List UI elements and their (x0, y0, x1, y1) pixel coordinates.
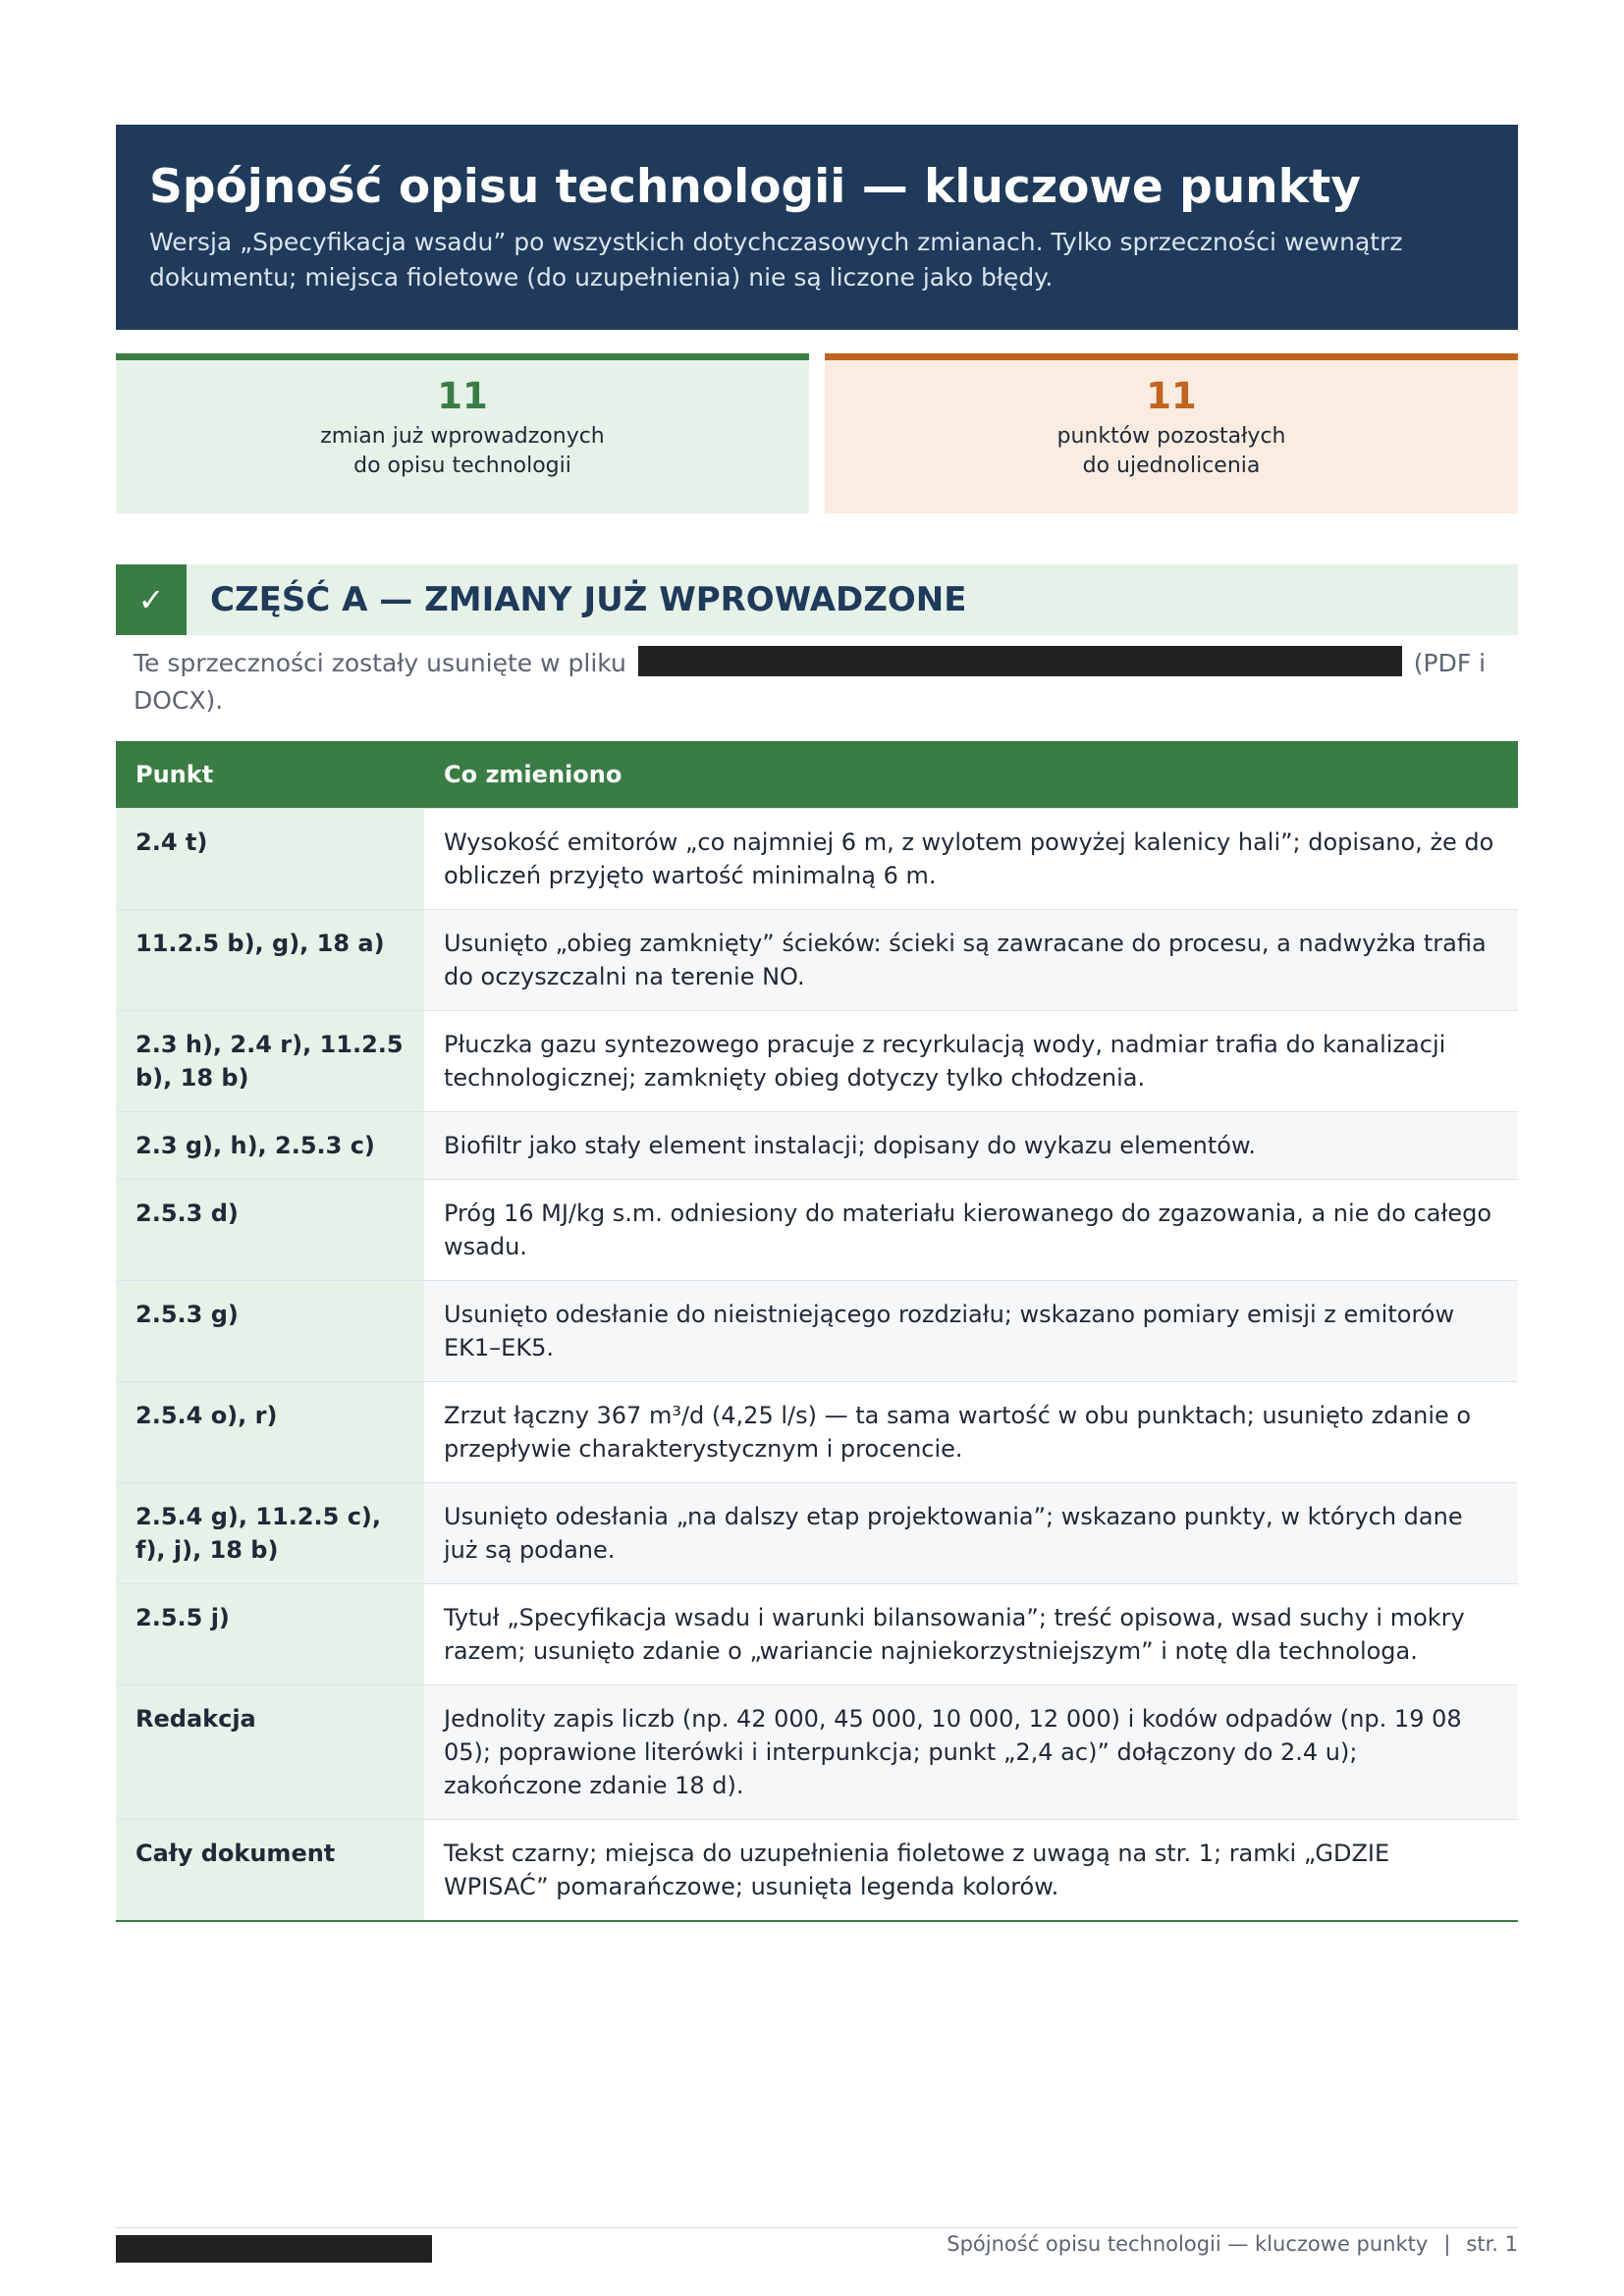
row-key: 2.5.3 d) (116, 1180, 424, 1281)
intro-text-before: Te sprzeczności zostały usunięte w pliku (134, 649, 626, 677)
row-key: 2.4 t) (116, 809, 424, 910)
table-row (116, 1382, 1518, 1483)
page-footer (116, 2227, 1518, 2268)
row-value: Biofiltr jako stały element instalacji; dopisany do wykazu elementów. (424, 1112, 1518, 1180)
table-row (116, 1820, 1518, 1922)
row-value: Tekst czarny; miejsca do uzupełnienia fioletowe z uwagą na str. 1; ramki „GDZIE WPISAĆ” pomarańczowe; usunięta legenda kolorów. (424, 1820, 1518, 1922)
row-key: 2.5.3 g) (116, 1281, 424, 1382)
footer-separator: | (1443, 2232, 1451, 2256)
footer-page-number: str. 1 (1466, 2232, 1518, 2256)
table-row (116, 1281, 1518, 1382)
redacted-footer-text (116, 2235, 432, 2263)
row-value: Tytuł „Specyfikacja wsadu i warunki bilansowania”; treść opisowa, wsad suchy i mokry razem; usunięto zdanie o „wariancie najniekorzystniejszym” i notę dla technologa. (424, 1584, 1518, 1685)
table-row (116, 1180, 1518, 1281)
changes-table (116, 741, 1518, 1922)
header-punkt: Punkt (116, 741, 424, 809)
stat-todo-value: 11 (1146, 375, 1197, 417)
table-row (116, 1112, 1518, 1180)
page-title: Spójność opisu technologii — kluczowe punkty (149, 160, 1362, 214)
table-row (116, 809, 1518, 910)
row-value: Usunięto odesłanie do nieistniejącego rozdziału; wskazano pomiary emisji z emitorów EK1–EK5. (424, 1281, 1518, 1382)
header-banner (116, 125, 1518, 330)
page (116, 125, 1518, 1922)
row-value: Usunięto odesłania „na dalszy etap projektowania”; wskazano punkty, w których dane już są podane. (424, 1483, 1518, 1584)
table-row (116, 1584, 1518, 1685)
stat-done-line1: zmian już wprowadzonych (320, 424, 605, 449)
row-value: Usunięto „obieg zamknięty” ścieków: ścieki są zawracane do procesu, a nadwyżka trafia do oczyszczalni na terenie NO. (424, 910, 1518, 1011)
row-key: 2.3 h), 2.4 r), 11.2.5 b), 18 b) (116, 1011, 424, 1112)
row-key: 2.5.4 o), r) (116, 1382, 424, 1483)
stat-done-line2: do opisu technologii (353, 454, 571, 478)
row-value: Wysokość emitorów „co najmniej 6 m, z wylotem powyżej kalenicy hali”; dopisano, że do obliczeń przyjęto wartość minimalną 6 m. (424, 809, 1518, 910)
row-value: Próg 16 MJ/kg s.m. odniesiony do materiału kierowanego do zgazowania, a nie do całego wsadu. (424, 1180, 1518, 1281)
row-value: Zrzut łączny 367 m³/d (4,25 l/s) — ta sama wartość w obu punktach; usunięto zdanie o przepływie charakterystycznym i procencie. (424, 1382, 1518, 1483)
row-key: 11.2.5 b), g), 18 a) (116, 910, 424, 1011)
stat-todo-line1: punktów pozostałych (1056, 424, 1286, 449)
table-header-row (116, 741, 1518, 809)
row-key: Cały dokument (116, 1820, 424, 1922)
stat-todo-line2: do ujednolicenia (1082, 454, 1261, 478)
section-header (116, 564, 1518, 635)
row-key: Redakcja (116, 1685, 424, 1820)
row-key: 2.3 g), h), 2.5.3 c) (116, 1112, 424, 1180)
page-subtitle: Wersja „Specyfikacja wsadu” po wszystkich dotychczasowych zmianach. Tylko sprzeczności wewnątrz dokumentu; miejsca fioletowe (do uzupełnienia) nie są liczone jako błędy. (149, 228, 1403, 292)
section-title: CZĘŚĆ A — ZMIANY JUŻ WPROWADZONE (210, 580, 967, 619)
header-co-zmieniono: Co zmieniono (424, 741, 1518, 809)
row-value: Płuczka gazu syntezowego pracuje z recyrkulacją wody, nadmiar trafia do kanalizacji technologicznej; zamknięty obieg dotyczy tylko chłodzenia. (424, 1011, 1518, 1112)
row-key: 2.5.4 g), 11.2.5 c), f), j), 18 b) (116, 1483, 424, 1584)
redacted-filename (638, 646, 1402, 676)
table-row (116, 1685, 1518, 1820)
section-intro (134, 645, 1500, 720)
stat-todo-label (825, 422, 1518, 481)
stat-card-todo (825, 353, 1518, 513)
table-row (116, 1483, 1518, 1584)
table-row (116, 1011, 1518, 1112)
table-row (116, 910, 1518, 1011)
row-value: Jednolity zapis liczb (np. 42 000, 45 000, 10 000, 12 000) i kodów odpadów (np. 19 08 05); poprawione literówki i interpunkcja; punkt „2,4 ac)” dołączony do 2.4 u); zakończone zdanie 18 d). (424, 1685, 1518, 1820)
footer-title: Spójność opisu technologii — kluczowe punkty (947, 2232, 1429, 2256)
intro-text-after: (PDF i DOCX). (134, 649, 1487, 715)
check-icon: ✓ (116, 564, 187, 635)
stat-done-value: 11 (437, 375, 488, 417)
stats-row (116, 353, 1518, 513)
footer-text (947, 2232, 1518, 2256)
stat-done-label (116, 422, 809, 481)
stat-card-done (116, 353, 809, 513)
row-key: 2.5.5 j) (116, 1584, 424, 1685)
